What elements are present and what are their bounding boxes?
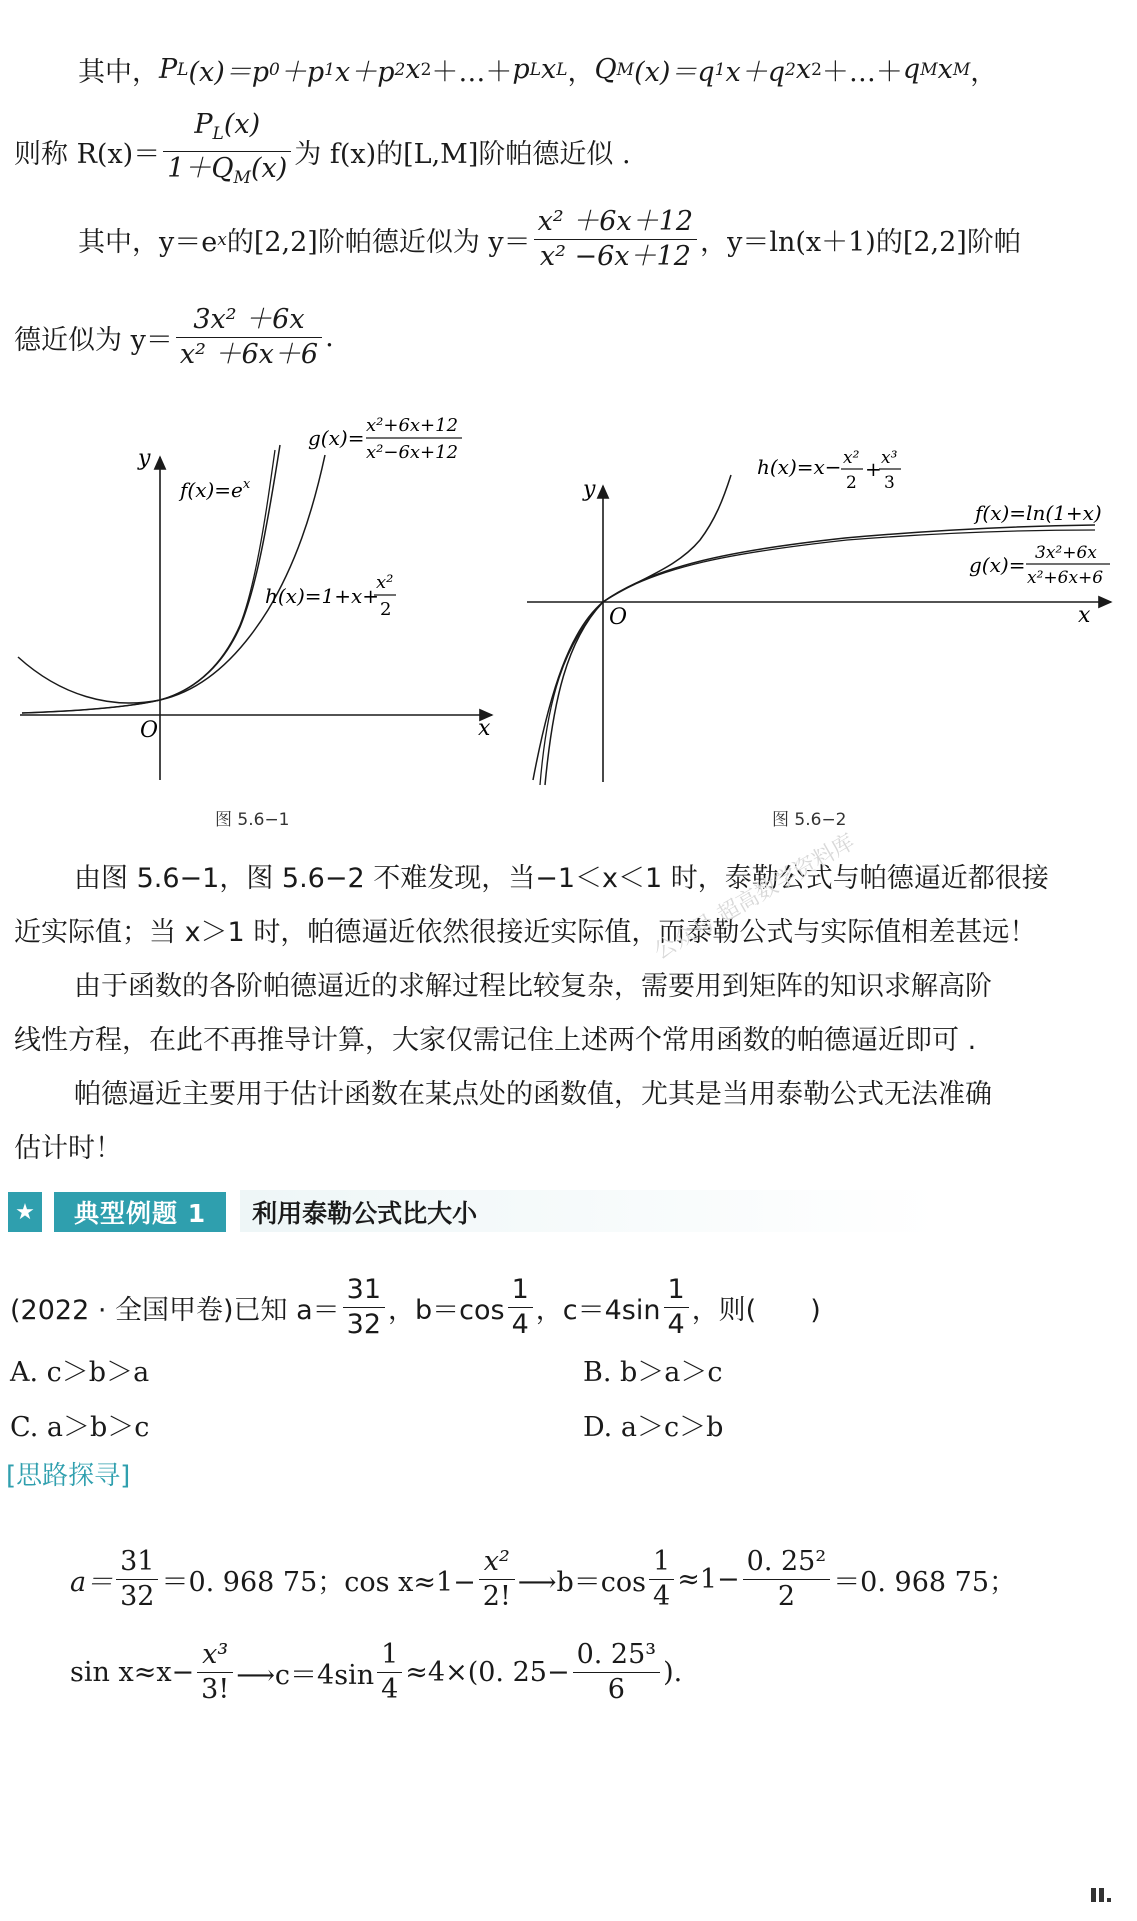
option-b[interactable]: B. b＞a＞c bbox=[583, 1357, 723, 1388]
para3-line-a: 帕德逼近主要用于估计函数在某点处的函数值，尤其是当用泰勒公式无法准确 bbox=[74, 1079, 992, 1110]
s1-x2-den: 2! bbox=[482, 1581, 511, 1612]
s2-frac-quarter bbox=[377, 1638, 402, 1707]
fig2-h-label: h(x)=x− bbox=[757, 455, 842, 479]
line3-mid: 的[2,2]阶帕德近似为 y＝ bbox=[226, 227, 531, 258]
pade-den: 1＋Q bbox=[167, 153, 234, 184]
fig2-h-num1: x² bbox=[843, 448, 860, 468]
s1-frac-025 bbox=[743, 1545, 831, 1614]
para1-line-a: 由图 5.6−1，图 5.6−2 不难发现，当−1＜x＜1 时，泰勒公式与帕德逼近都很接 bbox=[74, 863, 1049, 894]
s2-025-den: 6 bbox=[607, 1674, 625, 1705]
s2-frac-025 bbox=[573, 1638, 661, 1707]
para3-line-b: 估计时！ bbox=[14, 1133, 122, 1164]
s1-frac-a bbox=[116, 1545, 158, 1614]
fig2-g-den: x²+6x+6 bbox=[1027, 568, 1104, 588]
pade-den-tail: (x) bbox=[250, 153, 288, 184]
formula-line-3: 其中，y＝e x 的[2,2]阶帕德近似为 y＝ $\frac{\text{x² ＋6x＋12}}{\text{x² −6x＋12}}$ ，y＝ln(x＋1)的[2,2]阶帕 bbox=[78, 206, 1021, 272]
fig2-h-den2: 3 bbox=[884, 473, 895, 493]
a-fraction bbox=[343, 1273, 385, 1342]
exp-pade-num: x² ＋6x＋12 bbox=[534, 205, 697, 240]
b-num: 1 bbox=[508, 1273, 533, 1308]
line2-prefix: 则称 R(x)＝ bbox=[14, 139, 161, 170]
fig1-g-den: x²−6x+12 bbox=[366, 442, 459, 463]
s1-arrow: ⟶b＝cos bbox=[517, 1567, 647, 1598]
c-num: 1 bbox=[664, 1273, 689, 1308]
fig1-h-label: h(x)=1+x+ bbox=[265, 584, 380, 608]
c-part: ，c＝4sin bbox=[535, 1295, 661, 1326]
fig2-x-label: x bbox=[1078, 603, 1091, 628]
c-den: 4 bbox=[667, 1309, 685, 1340]
fig2-g-label: g(x)= bbox=[969, 553, 1026, 577]
question-suffix: ，则( ) bbox=[691, 1295, 821, 1326]
question-prefix: (2022 · 全国甲卷)已知 a＝ bbox=[10, 1295, 340, 1326]
s2-end: ). bbox=[663, 1657, 683, 1688]
fig1-y-label: y bbox=[138, 446, 151, 471]
solution-line-2 bbox=[70, 1638, 682, 1707]
line4-suffix: . bbox=[325, 322, 334, 353]
exp-pade-fraction bbox=[534, 205, 697, 274]
fig1-f-label: $f(x)=e^x$ bbox=[180, 477, 251, 502]
fig1-h-num: x² bbox=[376, 572, 394, 593]
pl-expr: (x)＝p bbox=[188, 57, 270, 88]
exp-pade-den: x² −6x＋12 bbox=[539, 241, 691, 272]
pade-den-sub: M bbox=[233, 168, 251, 188]
fig1-h-den: 2 bbox=[380, 599, 392, 620]
s1-025-den: 2 bbox=[777, 1581, 796, 1612]
para2-line-b: 线性方程，在此不再推导计算，大家仅需记住上述两个常用函数的帕德逼近即可 . bbox=[14, 1025, 977, 1056]
option-a[interactable]: A. c＞b＞a bbox=[10, 1357, 150, 1388]
fig1-g-label: g(x)= bbox=[308, 426, 365, 450]
example-badge: 典型例题 1 bbox=[54, 1192, 226, 1232]
para1-line-b: 近实际值；当 x＞1 时，帕德逼近依然很接近实际值，而泰勒公式与实际值相差甚远！ bbox=[14, 917, 1037, 948]
a-num: 31 bbox=[343, 1273, 385, 1308]
pl-rest: ＋p bbox=[279, 57, 325, 88]
fig2-curve-taylor bbox=[533, 475, 731, 780]
hint-label: [思路探寻] bbox=[6, 1461, 131, 1491]
fig1-caption: 图 5.6−1 bbox=[215, 810, 290, 830]
paragraph-observation bbox=[14, 852, 1124, 1176]
pl-sub: L bbox=[177, 59, 189, 80]
s1-a: a＝ bbox=[70, 1567, 114, 1598]
ln-pade-den: x² ＋6x＋6 bbox=[179, 339, 319, 370]
fig2-f-label: f(x)=ln(1+x) bbox=[975, 501, 1102, 525]
s2-frac-x3 bbox=[197, 1638, 233, 1707]
s1-frac-quarter bbox=[649, 1545, 674, 1614]
s2-arrow: ⟶c＝4sin bbox=[236, 1660, 375, 1691]
s1-025-num: 0. 25² bbox=[743, 1545, 831, 1580]
fig2-h-plus: + bbox=[865, 457, 882, 481]
question-line bbox=[10, 1273, 821, 1342]
s1-a-num: 31 bbox=[116, 1545, 158, 1580]
fig1-g-num: x²+6x+12 bbox=[366, 415, 459, 436]
figure-5-6-2 bbox=[515, 440, 1135, 790]
fig2-caption: 图 5.6−2 bbox=[772, 810, 847, 830]
s1-q-num: 1 bbox=[649, 1545, 674, 1580]
fig2-h-den1: 2 bbox=[846, 473, 857, 493]
solution-line-1 bbox=[70, 1545, 1016, 1614]
line4-prefix: 德近似为 y＝ bbox=[14, 325, 173, 356]
formula-line-1: 其中， P L (x)＝p 0 ＋p 1 x＋p 2 x 2 ＋…＋ p L x L ， Q M (x)＝q 1 x＋q 2 x 2 ＋…＋ q M x M ， bbox=[78, 50, 997, 89]
line2-suffix: 为 f(x)的[L,M]阶帕德近似 . bbox=[294, 139, 631, 170]
formula-line-4 bbox=[14, 303, 334, 372]
b-den: 4 bbox=[511, 1309, 529, 1340]
s2-q-den: 4 bbox=[381, 1674, 399, 1705]
fig1-x-label: x bbox=[478, 716, 491, 741]
fig2-y-label: y bbox=[583, 477, 596, 502]
line3-suffix: ，y＝ln(x＋1)的[2,2]阶帕 bbox=[700, 227, 1021, 258]
s2-mid: ≈4×(0. 25− bbox=[405, 1657, 570, 1688]
s1-a-den: 32 bbox=[120, 1581, 155, 1612]
fig1-origin: O bbox=[140, 718, 159, 743]
pade-num: P bbox=[194, 109, 213, 140]
s2-q-num: 1 bbox=[377, 1638, 402, 1673]
s2-x3-den: 3! bbox=[201, 1674, 230, 1705]
line3-prefix: 其中，y＝e bbox=[78, 227, 218, 258]
fig1-curve-taylor bbox=[18, 455, 325, 703]
c-fraction bbox=[664, 1273, 689, 1342]
star-icon: ★ bbox=[8, 1192, 42, 1232]
example-title: 利用泰勒公式比大小 bbox=[252, 1199, 478, 1228]
s2-a: sin x≈x− bbox=[70, 1657, 195, 1688]
option-c[interactable]: C. a＞b＞c bbox=[10, 1412, 150, 1443]
a-den: 32 bbox=[346, 1309, 382, 1340]
expand-icon[interactable] bbox=[1090, 1885, 1112, 1905]
option-d[interactable]: D. a＞c＞b bbox=[583, 1412, 724, 1443]
s1-end: ＝0. 968 75； bbox=[833, 1567, 1017, 1598]
s1-val: ＝0. 968 75；cos x≈1− bbox=[161, 1567, 476, 1598]
s1-x2-num: x² bbox=[479, 1545, 515, 1580]
s2-x3-num: x³ bbox=[197, 1638, 233, 1673]
s1-frac-x2 bbox=[479, 1545, 515, 1614]
s2-025-num: 0. 25³ bbox=[573, 1638, 661, 1673]
fig2-origin: O bbox=[609, 605, 628, 630]
b-part: ，b＝cos bbox=[388, 1295, 505, 1326]
para2-line-a: 由于函数的各阶帕德逼近的求解过程比较复杂，需要用到矩阵的知识求解高阶 bbox=[74, 971, 992, 1002]
watermark: 公众号 超高数学资料库 bbox=[649, 829, 860, 965]
figure-5-6-1 bbox=[0, 395, 520, 795]
line1-prefix: 其中， bbox=[78, 57, 159, 88]
formula-line-2 bbox=[14, 108, 631, 195]
s1-mid: ≈1− bbox=[677, 1564, 740, 1595]
pade-num-sub: L bbox=[212, 124, 224, 144]
pade-num-tail: (x) bbox=[223, 109, 261, 140]
fig2-h-num2: x³ bbox=[881, 448, 898, 468]
pl-symbol: P bbox=[159, 54, 178, 85]
ln-pade-num: 3x² ＋6x bbox=[176, 303, 322, 338]
pade-fraction bbox=[163, 108, 291, 195]
example-banner bbox=[8, 1190, 477, 1234]
fig2-g-num: 3x²+6x bbox=[1035, 543, 1097, 563]
ln-pade-fraction bbox=[176, 303, 322, 372]
b-fraction bbox=[508, 1273, 533, 1342]
s1-q-den: 4 bbox=[653, 1581, 671, 1612]
